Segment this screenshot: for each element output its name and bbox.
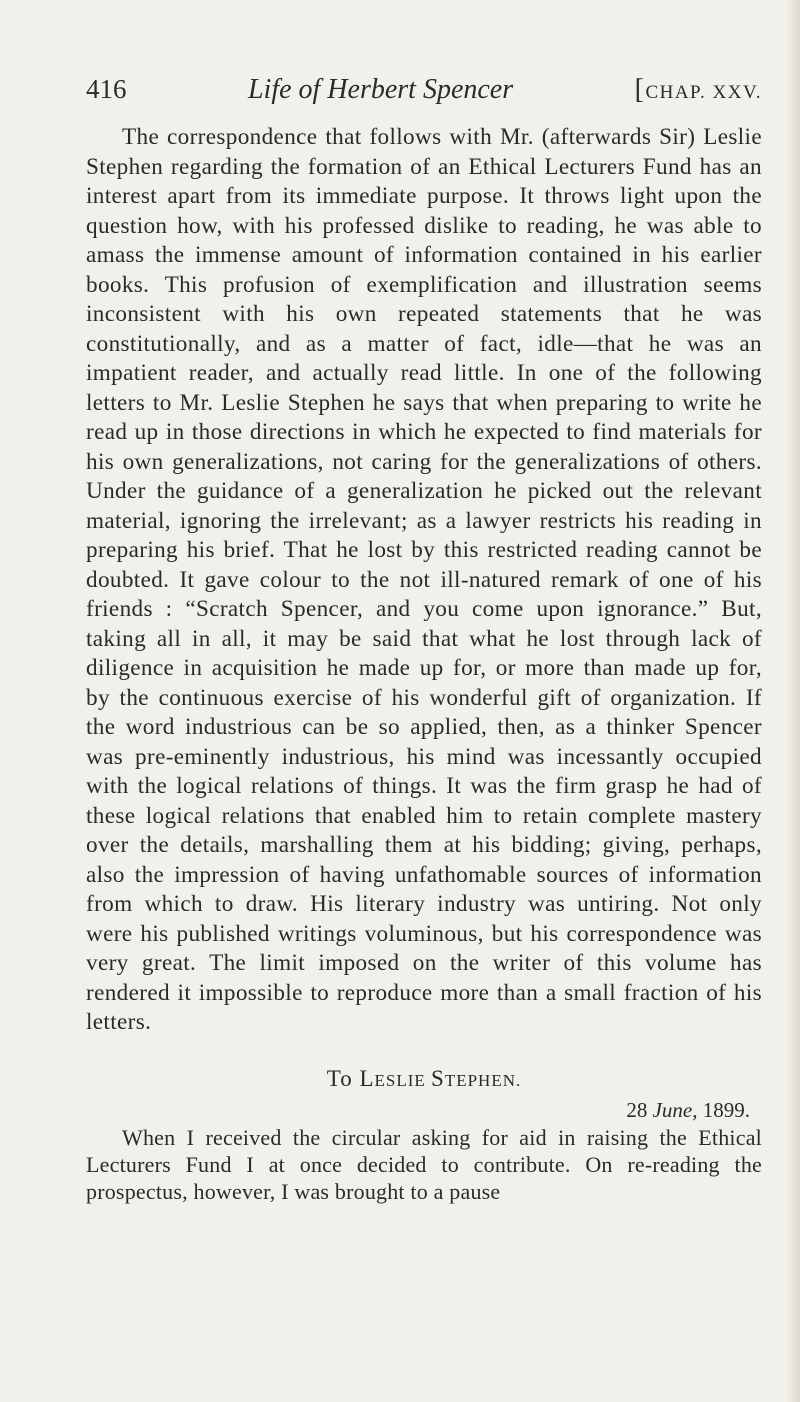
body-paragraph: The correspondence that follows with Mr. (afterwards Sir) Leslie Stephen regarding the formation of an Ethical Lecturers Fund has an interest apart from its immediate purpose. It throws light upon the question how, with his professed dislike to reading, he was able to amass the immense amount of information contained in his earlier books. This profusion of exemplification and illustration seems inconsistent with his own repeated statements that he was constitutionally, and as a matter of fact, idle—that he was an impatient reader, and actually read little. In one of the following letters to Mr. Leslie Stephen he says that when preparing to write he read up in those directions in which he expected to find materials for his own generalizations, not caring for the generalizations of others. Under the guidance of a generalization he picked out the relevant material, ignoring the irrelevant; as a lawyer restricts his reading in preparing his brief. That he lost by this restricted reading cannot be doubted. It gave colour to the not ill-natured remark of one of his friends : “Scratch Spencer, and you come upon ignorance.” But, taking all in all, it may be said that what he lost through lack of diligence in acquisition he made up for, or more than made up for, by the continuous exercise of his wonderful gift of organization. If the word industrious can be so applied, then, as a thinker Spencer was pre-eminently industrious, his mind was incessantly occupied with the logical relations of things. It was the firm grasp he had of these logical relations that enabled him to retain complete mastery over the details, marshalling them at his bidding; giving, perhaps, also the impression of having unfathomable sources of information from which to draw. His literary industry was untiring. Not only were his published writings voluminous, but his correspondence was very great. The limit imposed on the writer of this volume has rendered it impossible to reproduce more than a small fraction of his letters. [86, 124, 762, 1035]
letter-heading-name-rest: ESLIE [374, 1070, 432, 1090]
book-page [86, 72, 762, 1205]
page-number: 416 [86, 74, 127, 104]
letter-date-year: 1899. [697, 1097, 750, 1122]
page-edge-shadow [786, 0, 800, 1402]
chapter-text: CHAP. XXV. [645, 82, 762, 103]
letter-heading [86, 1064, 762, 1096]
book-title: Life of Herbert Spencer [247, 74, 514, 105]
letter [86, 1064, 762, 1205]
letter-date-day: 28 [626, 1097, 653, 1122]
letter-date [86, 1096, 762, 1124]
letter-heading-name-tail: TEPHEN. [444, 1070, 522, 1090]
chapter-label [635, 73, 762, 110]
letter-heading-name [374, 1065, 522, 1091]
letter-date-month: June, [652, 1097, 698, 1122]
chapter-bracket: [ [634, 74, 646, 105]
letter-body [86, 1124, 762, 1205]
running-head [86, 72, 762, 106]
letter-heading-to: To L [326, 1065, 375, 1091]
letter-heading-s: S [431, 1065, 445, 1091]
body-text [86, 123, 762, 1038]
letter-paragraph: When I received the circular asking for aid in raising the Ethical Lecturers Fund I at once decided to contribute. On re-reading the prospectus, however, I was brought to a pause [86, 1124, 762, 1204]
